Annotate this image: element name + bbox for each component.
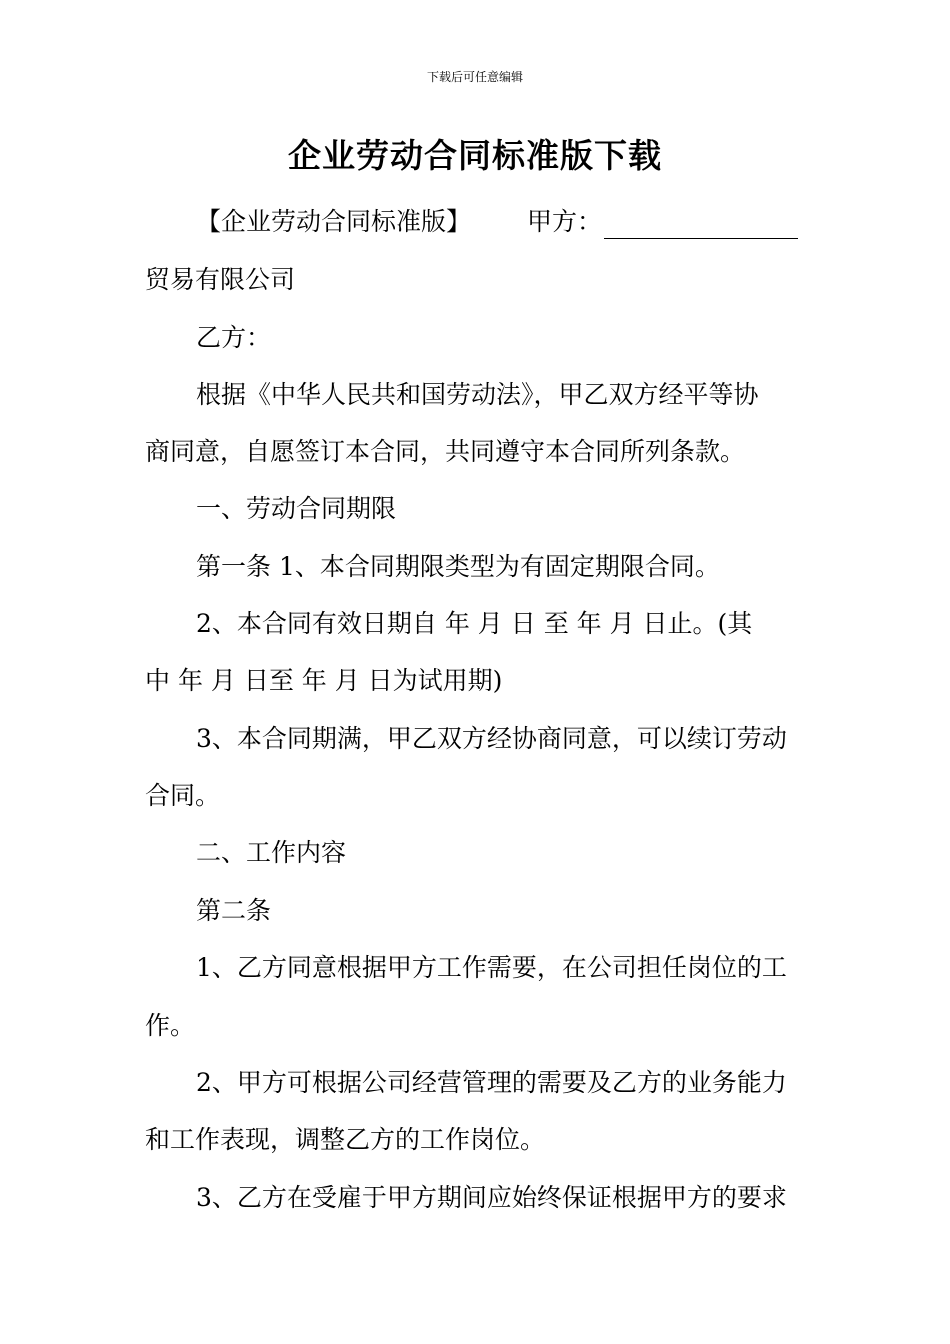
paragraph-line: 2、甲方可根据公司经营管理的需要及乙方的业务能力 [196,1068,787,1097]
party-a-line [196,205,810,239]
party-a-label: 甲方： [527,207,603,236]
paragraph-line: 2、本合同有效日期自 年 月 日 至 年 月 日止。(其 [196,609,753,638]
paragraph-line: 第一条 1、本合同期限类型为有固定期限合同。 [196,552,720,581]
contract-name-label: 【企业劳动合同标准版】 [196,207,472,236]
paragraph-line: 商同意，自愿签订本合同，共同遵守本合同所列条款。 [145,437,746,466]
paragraph-line: 1、乙方同意根据甲方工作需要，在公司担任岗位的工 [196,953,787,982]
paragraph-line: 作。 [145,1011,196,1040]
section-heading: 一、劳动合同期限 [196,494,397,523]
paragraph-line: 合同。 [145,781,221,810]
paragraph-line: 3、本合同期满，甲乙双方经协商同意，可以续订劳动 [196,724,787,753]
document-title: 企业劳动合同标准版下载 [288,136,662,175]
paragraph-line: 根据《中华人民共和国劳动法》，甲乙双方经平等协 [196,380,759,409]
article-heading: 第二条 [196,896,272,925]
section-heading: 二、工作内容 [196,838,347,867]
paragraph-line: 贸易有限公司 [145,265,296,294]
paragraph-line: 中 年 月 日至 年 月 日为试用期) [145,666,503,695]
paragraph-line: 和工作表现，调整乙方的工作岗位。 [145,1125,546,1154]
header-note: 下载后可任意编辑 [426,70,523,84]
paragraph-line: 3、乙方在受雇于甲方期间应始终保证根据甲方的要求 [196,1183,787,1212]
party-b-line: 乙方： [196,323,272,352]
party-a-blank [604,212,798,239]
